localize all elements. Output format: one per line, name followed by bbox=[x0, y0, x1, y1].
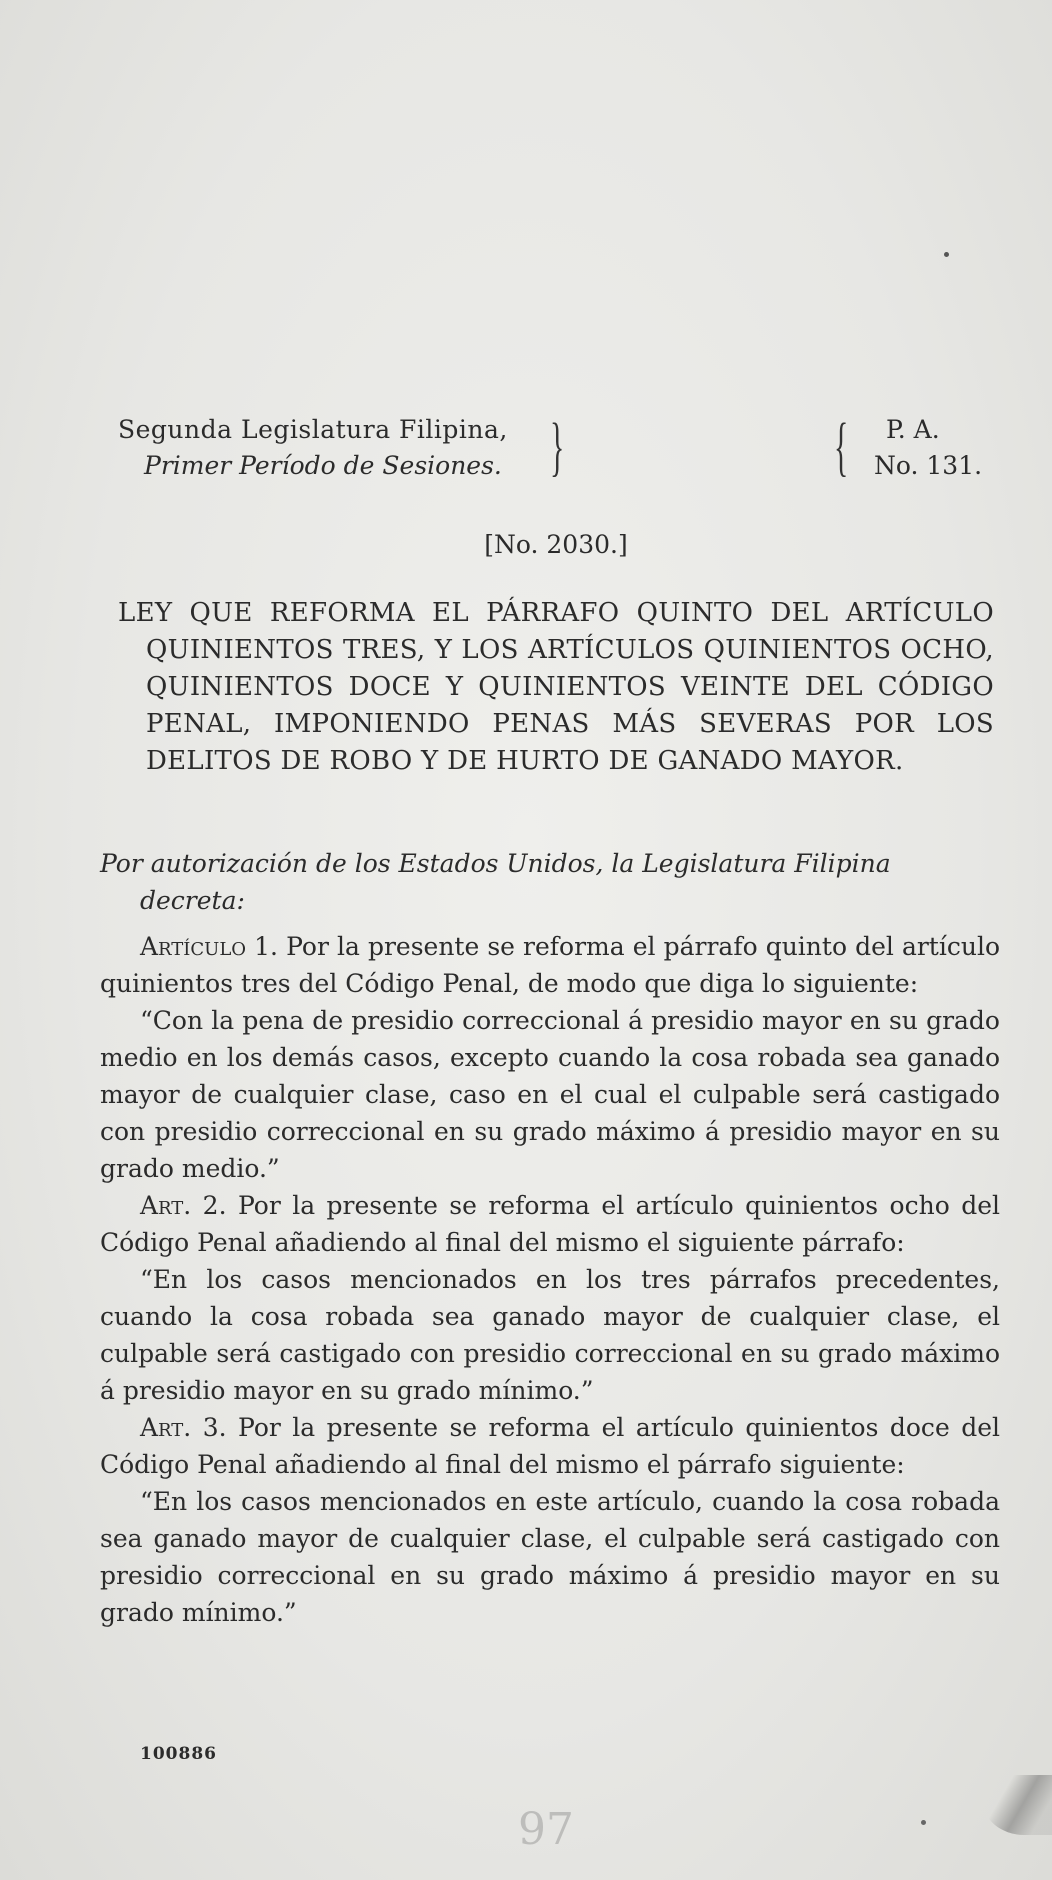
law-title: LEY QUE REFORMA EL PÁRRAFO QUINTO DEL ARTÍCULO QUINIENTOS TRES, Y LOS ARTÍCULOS QUINIENTOS OCHO, QUINIENTOS DOCE Y QUINIENTOS VEINTE DEL CÓDIGO PENAL, IMPONIENDO PENAS MÁS SEVERAS POR LOS DELITOS DE ROBO Y DE HURTO DE GANADO MAYOR. bbox=[118, 598, 994, 776]
bill-number: [No. 2030.] bbox=[484, 530, 628, 559]
article-3-text: Por la presente se reforma el artículo quinientos doce del Código Penal añadiendo al final del mismo el párrafo siguiente: bbox=[100, 1413, 1000, 1479]
article-1-text: Por la presente se reforma el párrafo quinto del artículo quinientos tres del Código Penal, de modo que diga lo siguiente: bbox=[100, 932, 1000, 998]
bill-reference bbox=[874, 412, 982, 484]
article-2-label: Art. 2. bbox=[140, 1191, 227, 1220]
article-1 bbox=[100, 928, 1000, 1002]
article-2-quote: “En los casos mencionados en los tres párrafos precedentes, cuando la cosa robada sea ganado mayor de cualquier clase, el culpable será castigado con presidio correccional en su grado máximo á presidio mayor en su grado mínimo.” bbox=[100, 1265, 1000, 1405]
article-2 bbox=[100, 1187, 1000, 1261]
article-3-quote: “En los casos mencionados en este artículo, cuando la cosa robada sea ganado mayor de cualquier clase, el culpable será castigado con presidio correccional en su grado máximo á presidio mayor en su grado mínimo.” bbox=[100, 1487, 1000, 1627]
print-code: 100886 bbox=[140, 1744, 217, 1764]
enacting-clause: Por autorización de los Estados Unidos, la Legislatura Filipina decreta: bbox=[100, 849, 891, 915]
opening-brace-icon: { bbox=[834, 410, 849, 483]
ink-speck bbox=[944, 252, 949, 257]
closing-brace-icon: } bbox=[550, 410, 565, 483]
article-3 bbox=[100, 1409, 1000, 1483]
article-1-label: Artículo 1. bbox=[140, 932, 278, 961]
document-header bbox=[118, 412, 998, 492]
bill-type: P. A. bbox=[886, 415, 940, 444]
session-period: Primer Período de Sesiones. bbox=[144, 451, 502, 480]
ink-speck bbox=[921, 1820, 926, 1825]
legislature-info bbox=[118, 412, 508, 484]
article-1-quote: “Con la pena de presidio correccional á presidio mayor en su grado medio en los demás casos, excepto cuando la cosa robada sea ganado mayor de cualquier clase, caso en el cual el culpable será castigado con presidio correccional en su grado máximo á presidio mayor en su grado medio.” bbox=[100, 1006, 1000, 1183]
page-number: 97 bbox=[518, 1804, 574, 1855]
legislature-name: Segunda Legislatura Filipina, bbox=[118, 415, 508, 444]
bill-ref-number: No. 131. bbox=[874, 451, 983, 480]
article-2-text: Por la presente se reforma el artículo quinientos ocho del Código Penal añadiendo al final del mismo el siguiente párrafo: bbox=[100, 1191, 1000, 1257]
law-body bbox=[100, 928, 1000, 1631]
article-3-label: Art. 3. bbox=[140, 1413, 227, 1442]
